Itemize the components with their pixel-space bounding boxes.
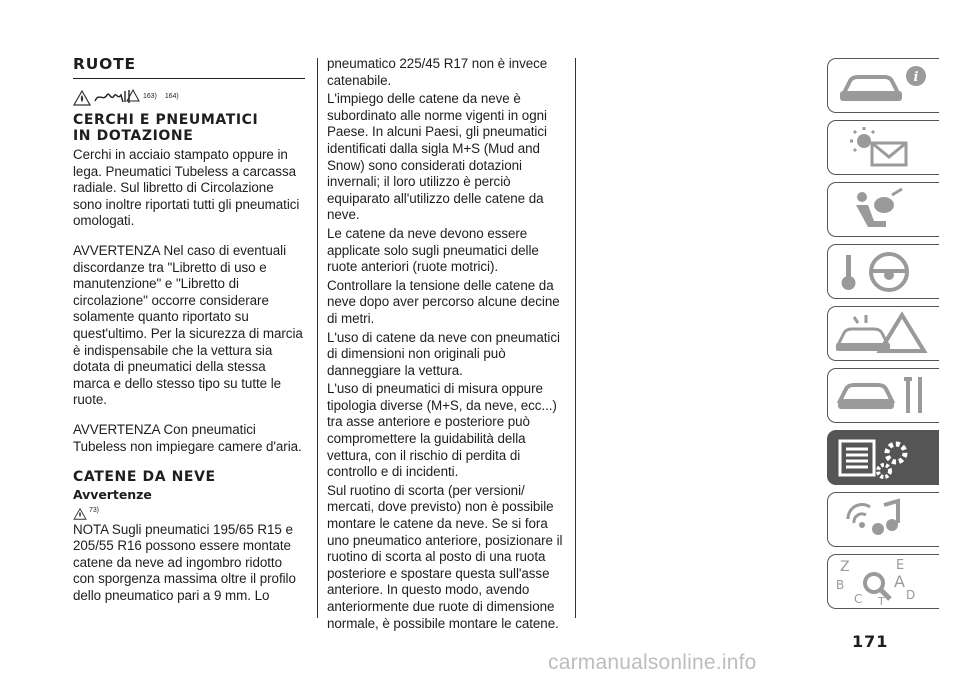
left-column (73, 56, 305, 618)
catene-subheading: Avvertenze (73, 487, 152, 503)
column2-paragraph: Le catene da neve devono essere applicate solo sugli pneumatici delle ruote anteriori (ruote motrici). (327, 225, 539, 275)
no-open-flame-icon (73, 508, 87, 520)
tab-technical-data[interactable] (827, 430, 939, 485)
tab-maintenance[interactable] (827, 368, 939, 423)
cerchi-heading-line2: IN DOTAZIONE (73, 128, 194, 144)
tab-car-info[interactable] (827, 58, 939, 113)
index-letter: E (896, 559, 905, 573)
warning-ref-164[interactable]: 164) (164, 93, 179, 101)
warning-refs-2 (73, 506, 305, 520)
index-letter: C (854, 592, 863, 605)
no-open-flame-icon (73, 90, 91, 106)
warning-ref-163[interactable]: 163) (143, 93, 157, 101)
warning-refs (73, 84, 305, 106)
tab-safety[interactable] (827, 182, 939, 237)
page-number: 171 (852, 632, 889, 651)
chapter-tabs (827, 58, 941, 616)
multimedia-icon (834, 497, 934, 543)
tab-emergency[interactable] (827, 306, 939, 361)
index-letter: T (878, 595, 885, 605)
index-letter: A (894, 572, 905, 591)
key-steering-wheel-icon (834, 249, 934, 295)
column2-paragraph: Sul ruotino di scorta (per versioni/ mercati, dove previsto) non è possibile montare le catene da neve. Se si fora uno pneumatico anteriore, posizionare il ruotino di scorta al posto di una ruota posteriore e spostare questa sull'asse anteriore. In questo modo, avendo anteriormente due ruote di dimensione normale, è possibile montare le catene. (327, 482, 563, 631)
airbag-seat-icon (834, 187, 934, 233)
warning-lights-icon (834, 125, 934, 171)
section-title: RUOTE (73, 55, 136, 73)
title-rule (73, 78, 305, 79)
column-divider-left (317, 58, 318, 618)
car-maintenance-icon (834, 373, 934, 419)
tab-warning-lights[interactable] (827, 120, 939, 175)
column-divider-right (575, 58, 576, 618)
caution-signature-icon (93, 86, 141, 106)
column2-paragraph: Controllare la tensione delle catene da neve dopo aver percorso alcune decine di metri. (327, 277, 560, 326)
column2-paragraph: L'impiego delle catene da neve è subordinato alle norme vigenti in ogni Paese. In alcuni Paesi, gli pneumatici identificati dalla sigla M+S (Mud and Snow) sono considerati dotazioni invernali; il loro utilizzo è perciò equiparato all'utilizzo delle catene da neve. (327, 91, 547, 223)
column2-paragraph: L'uso di pneumatici di misura oppure tipologia diverse (M+S, da neve, ecc...) tra asse anteriore e posteriore può compromettere la guidabilità della vettura, con il rischio di perdita di controllo e di incidenti. (327, 381, 557, 480)
cerchi-heading-line1: CERCHI E PNEUMATICI (73, 112, 259, 128)
index-letter: D (906, 588, 916, 602)
warning-ref-73[interactable]: 73) (89, 507, 99, 515)
column2-paragraph: pneumatico 225/45 R17 non è invece catenabile. (327, 56, 548, 88)
cerchi-paragraph-3: AVVERTENZA Con pneumatici Tubeless non impiegare camere d'aria. (73, 421, 302, 454)
cerchi-paragraph-2: AVVERTENZA Nel caso di eventuali discordanze tra "Libretto di uso e manutenzione" e "Libretto di circolazione" occorre considerare solamente quanto riportato su quest'ultimo. Per la sicurezza di marcia è indispensabile che la vettura sia dotata di pneumatici della stessa marca e dello stesso tipo su tutte le ruote. (73, 242, 303, 408)
index-letter: Z (840, 559, 850, 575)
watermark: carmanualsonline.info (548, 651, 757, 674)
column2-paragraph: L'uso di catene da neve con pneumatici di dimensioni non originali può danneggiare la vettura. (327, 329, 560, 378)
catene-heading: CATENE DA NEVE (73, 469, 216, 486)
tab-starting-driving[interactable] (827, 244, 939, 299)
car-info-icon (834, 63, 934, 109)
tab-multimedia[interactable] (827, 492, 939, 547)
right-column (327, 56, 567, 634)
cerchi-paragraph-1: Cerchi in acciaio stampato oppure in lega. Pneumatici Tubeless a carcassa radiale. Sul libretto di Circolazione sono inoltre riportati tutti gli pneumatici omologati. (73, 147, 300, 229)
svg-text:i: i (913, 70, 919, 85)
catene-paragraph-1: NOTA Sugli pneumatici 195/65 R15 e 205/55 R16 possono essere montate catene da neve ad ingombro ridotto con sporgenza massima oltre il profilo dello pneumatico pari a 9 mm. Lo (73, 521, 296, 604)
index-icon (834, 559, 934, 605)
tab-index[interactable] (827, 554, 939, 609)
technical-data-icon (834, 435, 934, 481)
index-letter: B (836, 578, 845, 592)
breakdown-icon (834, 311, 934, 357)
